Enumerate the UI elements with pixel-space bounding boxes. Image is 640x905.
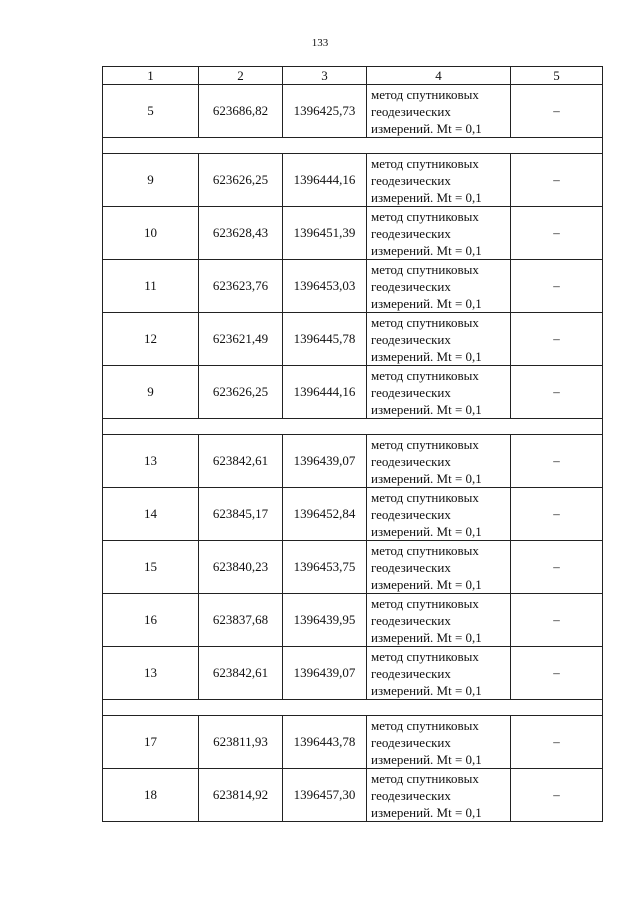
note-cell: – xyxy=(511,716,603,769)
method-text-line: геодезических xyxy=(371,787,451,803)
note-cell: – xyxy=(511,647,603,700)
method-text-line: измерений. Mt = 0,1 xyxy=(371,348,482,364)
point-number-cell: 5 xyxy=(103,85,199,138)
y-coordinate-cell: 1396445,78 xyxy=(283,313,367,366)
method-text-line: метод спутниковых xyxy=(371,208,479,224)
x-coordinate-cell: 623686,82 xyxy=(199,85,283,138)
point-number-cell: 11 xyxy=(103,260,199,313)
method-text-line: измерений. Mt = 0,1 xyxy=(371,189,482,205)
point-number-cell: 9 xyxy=(103,366,199,419)
method-text-line: геодезических xyxy=(371,172,451,188)
note-cell: – xyxy=(511,769,603,822)
method-cell xyxy=(367,207,511,260)
group-separator-cell xyxy=(103,138,603,154)
method-text-line: геодезических xyxy=(371,331,451,347)
method-text-line: измерений. Mt = 0,1 xyxy=(371,523,482,539)
x-coordinate-cell: 623626,25 xyxy=(199,154,283,207)
x-coordinate-cell: 623811,93 xyxy=(199,716,283,769)
method-text-line: метод спутниковых xyxy=(371,770,479,786)
method-text-line: метод спутниковых xyxy=(371,489,479,505)
table-row xyxy=(103,366,603,419)
x-coordinate-cell: 623623,76 xyxy=(199,260,283,313)
table-row xyxy=(103,594,603,647)
group-separator-cell xyxy=(103,419,603,435)
method-text-line: геодезических xyxy=(371,665,451,681)
y-coordinate-cell: 1396453,75 xyxy=(283,541,367,594)
method-text-line: метод спутниковых xyxy=(371,367,479,383)
note-cell: – xyxy=(511,488,603,541)
group-separator-row xyxy=(103,138,603,154)
method-cell xyxy=(367,769,511,822)
method-text-line: метод спутниковых xyxy=(371,595,479,611)
method-text-line: метод спутниковых xyxy=(371,86,479,102)
method-cell xyxy=(367,154,511,207)
x-coordinate-cell: 623837,68 xyxy=(199,594,283,647)
point-number-cell: 10 xyxy=(103,207,199,260)
method-text-line: измерений. Mt = 0,1 xyxy=(371,295,482,311)
group-separator-row xyxy=(103,700,603,716)
method-text-line: измерений. Mt = 0,1 xyxy=(371,804,482,820)
group-separator-row xyxy=(103,419,603,435)
table-row xyxy=(103,435,603,488)
method-text-line: измерений. Mt = 0,1 xyxy=(371,751,482,767)
y-coordinate-cell: 1396425,73 xyxy=(283,85,367,138)
method-text-line: геодезических xyxy=(371,506,451,522)
table-row xyxy=(103,313,603,366)
table-row xyxy=(103,716,603,769)
point-number-cell: 13 xyxy=(103,647,199,700)
method-text-line: геодезических xyxy=(371,225,451,241)
method-text-line: метод спутниковых xyxy=(371,155,479,171)
header-col-5: 5 xyxy=(511,67,603,85)
method-cell xyxy=(367,594,511,647)
table-row xyxy=(103,541,603,594)
x-coordinate-cell: 623842,61 xyxy=(199,647,283,700)
method-text-line: измерений. Mt = 0,1 xyxy=(371,682,482,698)
table-row xyxy=(103,154,603,207)
method-cell xyxy=(367,260,511,313)
method-text-line: метод спутниковых xyxy=(371,314,479,330)
method-cell xyxy=(367,647,511,700)
x-coordinate-cell: 623626,25 xyxy=(199,366,283,419)
note-cell: – xyxy=(511,154,603,207)
coordinates-table xyxy=(102,66,603,822)
header-col-2: 2 xyxy=(199,67,283,85)
point-number-cell: 15 xyxy=(103,541,199,594)
method-text-line: измерений. Mt = 0,1 xyxy=(371,120,482,136)
y-coordinate-cell: 1396439,07 xyxy=(283,647,367,700)
note-cell: – xyxy=(511,366,603,419)
header-col-4: 4 xyxy=(367,67,511,85)
method-text-line: геодезических xyxy=(371,453,451,469)
table-row xyxy=(103,260,603,313)
header-row xyxy=(103,67,603,85)
method-cell xyxy=(367,366,511,419)
table-row xyxy=(103,488,603,541)
note-cell: – xyxy=(511,313,603,366)
method-text-line: метод спутниковых xyxy=(371,261,479,277)
method-text-line: геодезических xyxy=(371,734,451,750)
note-cell: – xyxy=(511,260,603,313)
table-body xyxy=(103,85,603,822)
method-text-line: измерений. Mt = 0,1 xyxy=(371,401,482,417)
table-row xyxy=(103,207,603,260)
method-text-line: геодезических xyxy=(371,612,451,628)
note-cell: – xyxy=(511,594,603,647)
note-cell: – xyxy=(511,541,603,594)
method-text-line: геодезических xyxy=(371,384,451,400)
header-col-1: 1 xyxy=(103,67,199,85)
point-number-cell: 12 xyxy=(103,313,199,366)
y-coordinate-cell: 1396452,84 xyxy=(283,488,367,541)
method-cell xyxy=(367,541,511,594)
group-separator-cell xyxy=(103,700,603,716)
method-cell xyxy=(367,435,511,488)
page-number: 133 xyxy=(311,37,329,49)
method-text-line: метод спутниковых xyxy=(371,717,479,733)
method-cell xyxy=(367,85,511,138)
y-coordinate-cell: 1396439,07 xyxy=(283,435,367,488)
method-text-line: измерений. Mt = 0,1 xyxy=(371,242,482,258)
point-number-cell: 17 xyxy=(103,716,199,769)
x-coordinate-cell: 623842,61 xyxy=(199,435,283,488)
method-cell xyxy=(367,488,511,541)
x-coordinate-cell: 623840,23 xyxy=(199,541,283,594)
x-coordinate-cell: 623621,49 xyxy=(199,313,283,366)
x-coordinate-cell: 623814,92 xyxy=(199,769,283,822)
point-number-cell: 13 xyxy=(103,435,199,488)
method-text-line: метод спутниковых xyxy=(371,648,479,664)
x-coordinate-cell: 623628,43 xyxy=(199,207,283,260)
note-cell: – xyxy=(511,435,603,488)
y-coordinate-cell: 1396443,78 xyxy=(283,716,367,769)
method-cell xyxy=(367,716,511,769)
y-coordinate-cell: 1396444,16 xyxy=(283,366,367,419)
point-number-cell: 18 xyxy=(103,769,199,822)
note-cell: – xyxy=(511,207,603,260)
header-col-3: 3 xyxy=(283,67,367,85)
table-row xyxy=(103,769,603,822)
table-row xyxy=(103,647,603,700)
method-text-line: метод спутниковых xyxy=(371,542,479,558)
y-coordinate-cell: 1396451,39 xyxy=(283,207,367,260)
method-cell xyxy=(367,313,511,366)
x-coordinate-cell: 623845,17 xyxy=(199,488,283,541)
y-coordinate-cell: 1396439,95 xyxy=(283,594,367,647)
table-header xyxy=(103,67,603,85)
table-row xyxy=(103,85,603,138)
y-coordinate-cell: 1396453,03 xyxy=(283,260,367,313)
point-number-cell: 14 xyxy=(103,488,199,541)
method-text-line: геодезических xyxy=(371,559,451,575)
point-number-cell: 9 xyxy=(103,154,199,207)
y-coordinate-cell: 1396457,30 xyxy=(283,769,367,822)
y-coordinate-cell: 1396444,16 xyxy=(283,154,367,207)
method-text-line: измерений. Mt = 0,1 xyxy=(371,576,482,592)
method-text-line: метод спутниковых xyxy=(371,436,479,452)
method-text-line: геодезических xyxy=(371,103,451,119)
method-text-line: измерений. Mt = 0,1 xyxy=(371,470,482,486)
point-number-cell: 16 xyxy=(103,594,199,647)
note-cell: – xyxy=(511,85,603,138)
method-text-line: измерений. Mt = 0,1 xyxy=(371,629,482,645)
method-text-line: геодезических xyxy=(371,278,451,294)
